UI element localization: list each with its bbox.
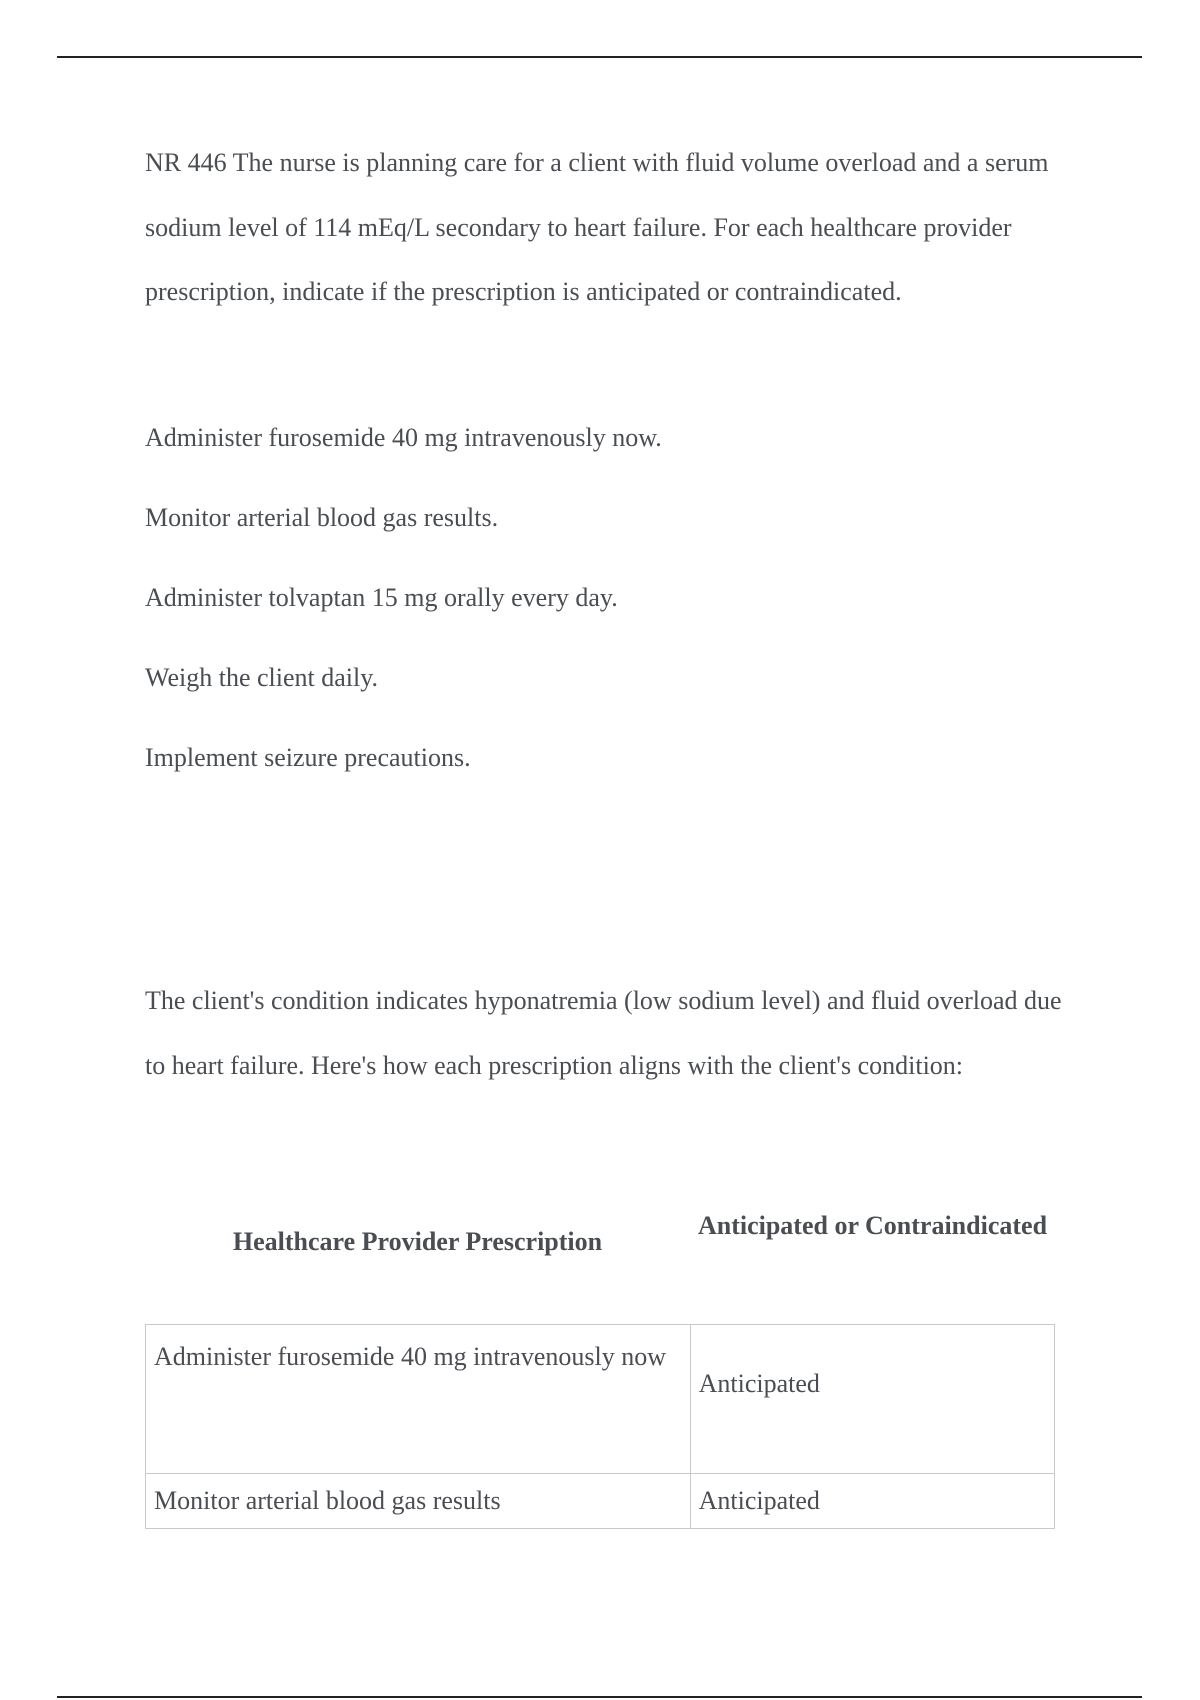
option-seizure: Implement seizure precautions. (145, 743, 471, 772)
option-weigh: Weigh the client daily. (145, 663, 379, 692)
table-cell-prescription (146, 1325, 691, 1474)
cell-text: Anticipated (698, 1369, 820, 1398)
table-cell-status: Anticipated (690, 1474, 1054, 1529)
top-rule (57, 56, 1142, 58)
bottom-rule (57, 1696, 1142, 1698)
option-tolvaptan: Administer tolvaptan 15 mg orally every day. (145, 583, 618, 612)
table-header-prescription: Healthcare Provider Prescription (232, 1227, 603, 1256)
option-abg: Monitor arterial blood gas results. (145, 503, 499, 532)
question-text: NR 446 The nurse is planning care for a client with fluid volume overload and a serum sodium level of 114 mEq/L secondary to heart failure. For each healthcare provider prescription, indicate if the prescription is anticipated or contraindicated. (145, 148, 1049, 306)
table-cell-prescription: Monitor arterial blood gas results (146, 1474, 691, 1529)
prescription-table (145, 1324, 1055, 1529)
explanation-text: The client's condition indicates hyponatremia (low sodium level) and fluid overload due to heart failure. Here's how each prescription aligns with the client's condition: (145, 986, 1062, 1080)
table-row (146, 1474, 1055, 1529)
cell-text: Administer furosemide 40 mg intravenously now (154, 1342, 666, 1371)
table-header-status: Anticipated or Contraindicated (697, 1211, 1048, 1240)
option-furosemide: Administer furosemide 40 mg intravenously now. (145, 423, 662, 452)
table-row (146, 1325, 1055, 1474)
table-cell-status (690, 1325, 1054, 1474)
